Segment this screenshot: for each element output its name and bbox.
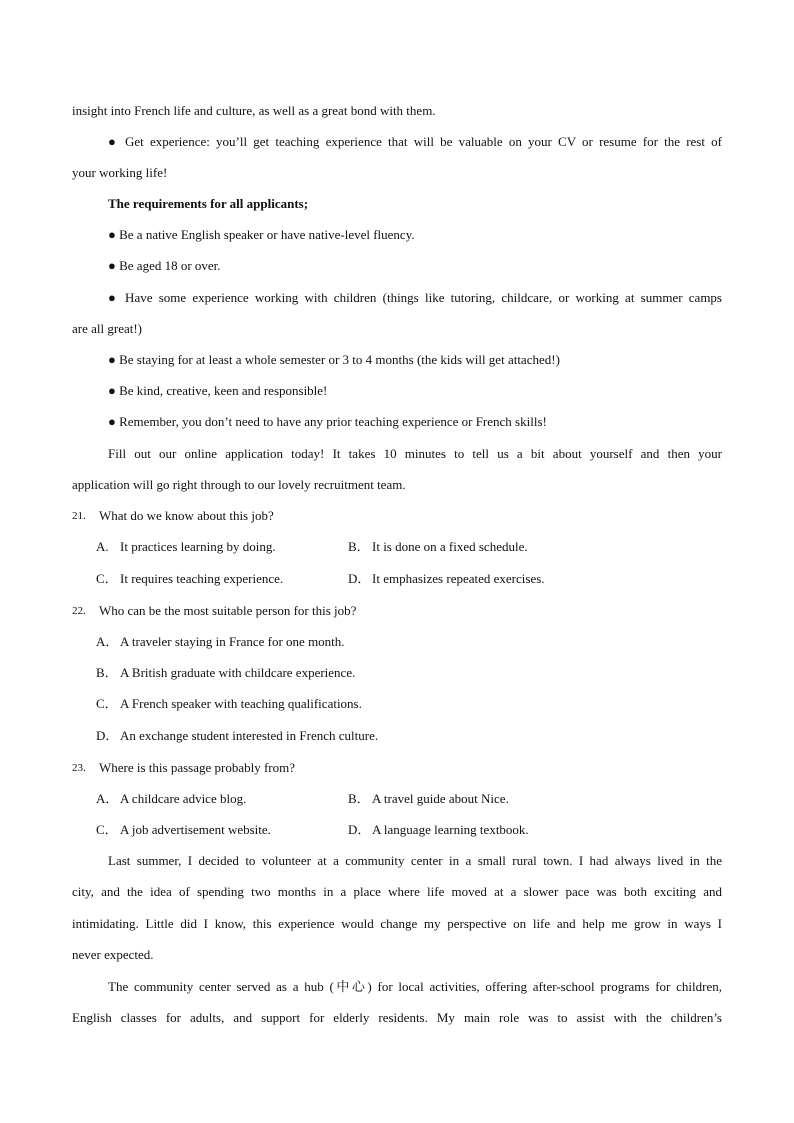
- option-a: [96, 791, 246, 807]
- bullet-get-experience: ● Get experience: you’ll get teaching experience that will be valuable on your CV or resume for the rest of: [108, 134, 722, 149]
- option-text: It emphasizes repeated exercises.: [372, 571, 545, 586]
- option-text: A French speaker with teaching qualifications.: [120, 696, 362, 711]
- option-label: D．: [348, 571, 371, 586]
- option-label: C．: [96, 822, 118, 837]
- option-text: It practices learning by doing.: [120, 539, 276, 554]
- passage-line: city, and the idea of spending two months in a place where life moved at a slower pace was both exciting and: [72, 884, 722, 899]
- option-d: [96, 728, 378, 744]
- option-label: A.: [96, 539, 109, 554]
- option-label: D．: [348, 822, 371, 837]
- passage-line: are all great!): [72, 321, 143, 336]
- option-label: C．: [96, 696, 118, 711]
- question-text: Where is this passage probably from?: [99, 760, 296, 775]
- requirement-bullet: ● Be a native English speaker or have native-level fluency.: [108, 227, 415, 242]
- passage-line: application will go right through to our lovely recruitment team.: [72, 477, 406, 492]
- requirement-bullet: ● Be aged 18 or over.: [108, 258, 221, 273]
- passage-line: intimidating. Little did I know, this experience would change my perspective on life and help me grow in ways I: [72, 916, 722, 931]
- option-label: B．: [348, 539, 370, 554]
- option-label: B．: [348, 791, 370, 806]
- option-c: [96, 822, 271, 838]
- option-label: A．: [96, 791, 119, 806]
- passage-line: Fill out our online application today! It takes 10 minutes to tell us a bit about yourself and then your: [108, 446, 722, 461]
- question-number: 21.: [72, 510, 86, 522]
- option-a: [96, 634, 345, 650]
- option-text: A job advertisement website.: [120, 822, 271, 837]
- passage-line: never expected.: [72, 947, 154, 962]
- requirements-heading: The requirements for all applicants;: [108, 196, 309, 211]
- option-a: [96, 539, 276, 555]
- option-text: A British graduate with childcare experience.: [120, 665, 356, 680]
- requirement-bullet: ● Have some experience working with children (things like tutoring, childcare, or working at summer camps: [108, 290, 722, 305]
- option-text: An exchange student interested in French culture.: [120, 728, 379, 743]
- option-b: [348, 791, 509, 807]
- question-number: 23.: [72, 762, 86, 774]
- requirement-bullet: ● Be staying for at least a whole semester or 3 to 4 months (the kids will get attached!): [108, 352, 560, 367]
- option-text: A childcare advice blog.: [120, 791, 247, 806]
- option-d: [348, 571, 545, 587]
- option-c: [96, 571, 283, 587]
- option-b: [96, 665, 355, 681]
- passage-line: The community center served as a hub (中心) for local activities, offering after-school programs for children,: [108, 979, 722, 994]
- option-text: A traveler staying in France for one month.: [120, 634, 345, 649]
- option-text: It is done on a fixed schedule.: [372, 539, 528, 554]
- option-c: [96, 696, 362, 712]
- passage-line: insight into French life and culture, as well as a great bond with them.: [72, 103, 436, 118]
- option-label: A．: [96, 634, 119, 649]
- passage-line: your working life!: [72, 165, 168, 180]
- option-text: A travel guide about Nice.: [372, 791, 509, 806]
- option-text: A language learning textbook.: [372, 822, 529, 837]
- question-text: Who can be the most suitable person for this job?: [99, 603, 357, 618]
- option-label: C．: [96, 571, 118, 586]
- passage-line: English classes for adults, and support for elderly residents. My main role was to assist with the children’s: [72, 1010, 722, 1025]
- option-label: B．: [96, 665, 118, 680]
- question-text: What do we know about this job?: [99, 508, 274, 523]
- requirement-bullet: ● Remember, you don’t need to have any prior teaching experience or French skills!: [108, 414, 547, 429]
- option-label: D．: [96, 728, 119, 743]
- requirement-bullet: ● Be kind, creative, keen and responsible!: [108, 383, 328, 398]
- option-d: [348, 822, 529, 838]
- passage-line: Last summer, I decided to volunteer at a community center in a small rural town. I had always lived in the: [108, 853, 722, 868]
- option-text: It requires teaching experience.: [120, 571, 284, 586]
- option-b: [348, 539, 528, 555]
- question-number: 22.: [72, 605, 86, 617]
